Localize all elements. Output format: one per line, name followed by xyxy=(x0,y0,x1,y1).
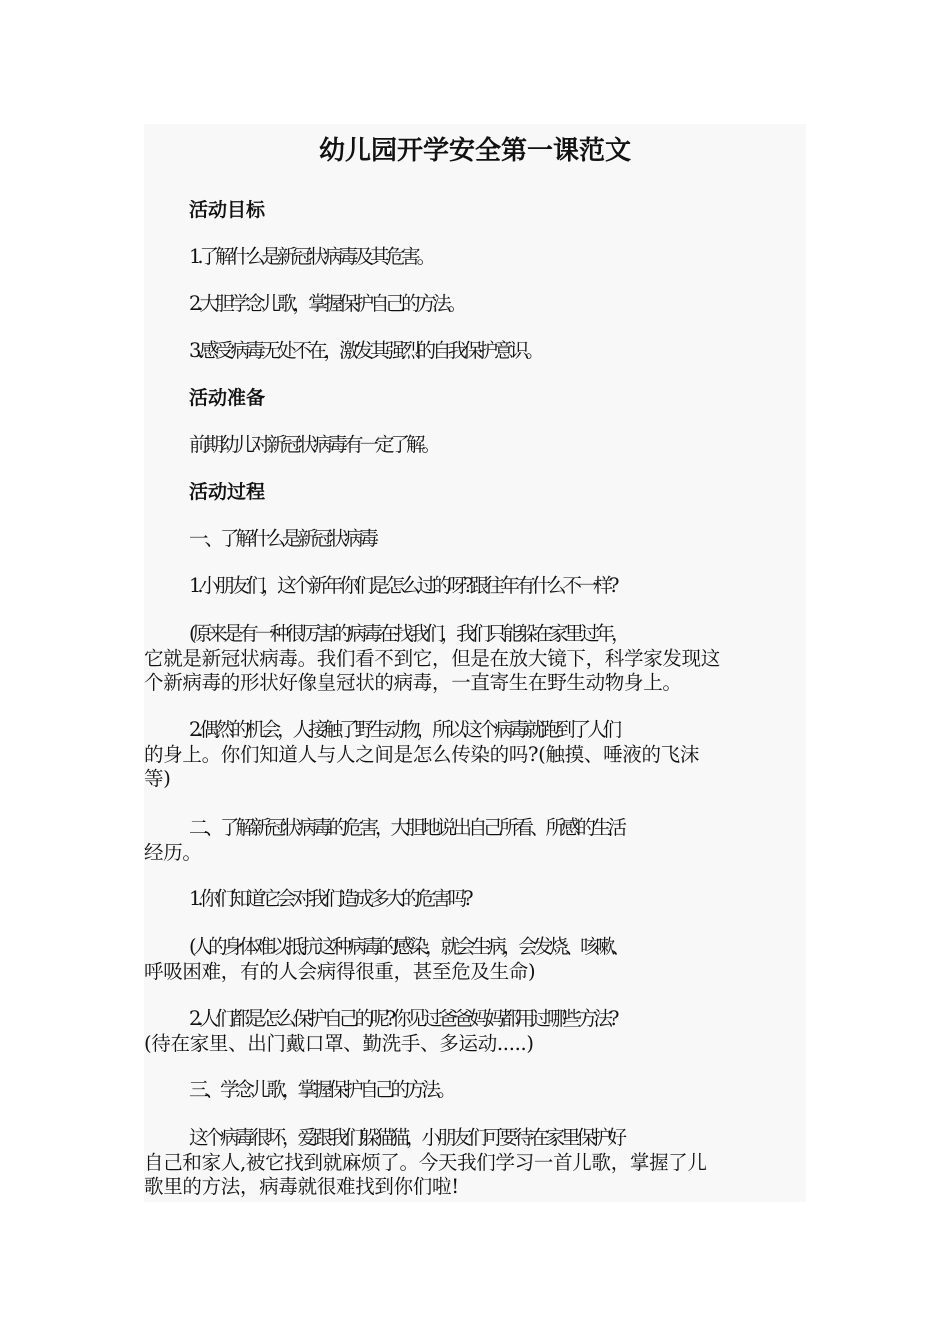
paragraph-line: 它就是新冠状病毒。我们看不到它，但是在放大镜下，科学家发现这 xyxy=(144,646,721,670)
part-two-answer-1 xyxy=(144,935,806,984)
paragraph-line: 个新病毒的形状好像皇冠状的病毒，一直寄生在野生动物身上。 xyxy=(144,671,682,694)
paragraph-line: (原来是有一种很厉害的病毒在找我们，我们只能躲在家里过年， xyxy=(189,622,627,645)
paragraph-line: 2.偶然的机会，人接触了野生动物，所以这个病毒就跑到了人们 xyxy=(189,718,619,741)
paragraph-line: 前期幼儿对新冠状病毒有一定了解。 xyxy=(189,433,438,456)
paragraph-line: 歌里的方法，病毒就很难找到你们啦! xyxy=(144,1175,459,1198)
document-title: 幼儿园开学安全第一课范文 xyxy=(318,136,631,166)
part-two-title xyxy=(144,816,806,865)
paragraph-line: 2.大胆学念儿歌，掌握保护自己的方法。 xyxy=(189,292,464,315)
paragraph-line: 1.了解什么是新冠状病毒及其危害。 xyxy=(189,245,433,268)
paragraph-line: 3.感受病毒无处不在，激发其强烈的自我保护意识。 xyxy=(189,339,541,362)
paragraph-line: (待在家里、出门戴口罩、勤洗手、多运动.....) xyxy=(144,1031,534,1055)
paragraph-line: (人的身体难以抵抗这种病毒的感染，就会生病，会发烧、咳嗽、 xyxy=(189,935,627,958)
part-two-question-1 xyxy=(144,887,806,912)
paragraph-line: 三、学念儿歌，掌握保护自己的方法。 xyxy=(189,1078,453,1101)
paragraph-line: 经历。 xyxy=(144,840,202,864)
part-two-question-2 xyxy=(144,1007,806,1056)
part-one-question-2 xyxy=(144,718,806,792)
section-heading-preparation: 活动准备 xyxy=(189,387,266,409)
paragraph-line: 2.人们都是怎么保护自己的呢?你见过爸爸妈妈都用过哪些方法? xyxy=(189,1007,616,1030)
goal-item-2 xyxy=(144,292,806,317)
part-three-title xyxy=(144,1078,806,1103)
paragraph-line: 自己和家人,被它找到就麻烦了。今天我们学习一首儿歌，掌握了儿 xyxy=(144,1150,707,1174)
section-heading-process: 活动过程 xyxy=(189,481,266,503)
part-one-title xyxy=(144,527,806,552)
part-one-answer-1 xyxy=(144,622,806,696)
section-heading-goals: 活动目标 xyxy=(189,199,266,221)
paragraph-line: 呼吸困难，有的人会病得很重，甚至危及生命) xyxy=(144,959,536,983)
goal-item-3 xyxy=(144,339,806,364)
part-three-text xyxy=(144,1126,806,1200)
paragraph-line: 1.你们知道它会对我们造成多大的危害吗? xyxy=(189,887,470,910)
preparation-text xyxy=(144,433,806,458)
paragraph-line: 的身上。你们知道人与人之间是怎么传染的吗?(触摸、唾液的飞沫 xyxy=(144,742,700,766)
goal-item-1 xyxy=(144,245,806,270)
paragraph-line: 二、了解新冠状病毒的危害，大胆地说出自己所看、所感的生活 xyxy=(189,816,624,839)
paragraph-line: 这个病毒很坏，爱跟我们躲猫猫，小朋友们可要待在家里保护好 xyxy=(189,1126,624,1149)
paragraph-line: 等) xyxy=(144,767,171,790)
paragraph-line: 一、了解什么是新冠状病毒 xyxy=(189,527,376,550)
paragraph-line: 1.小朋友们，这个新年你们是怎么过的呀?跟往年有什么不一样? xyxy=(189,574,616,597)
part-one-question-1 xyxy=(144,574,806,599)
document-page xyxy=(144,124,806,1202)
